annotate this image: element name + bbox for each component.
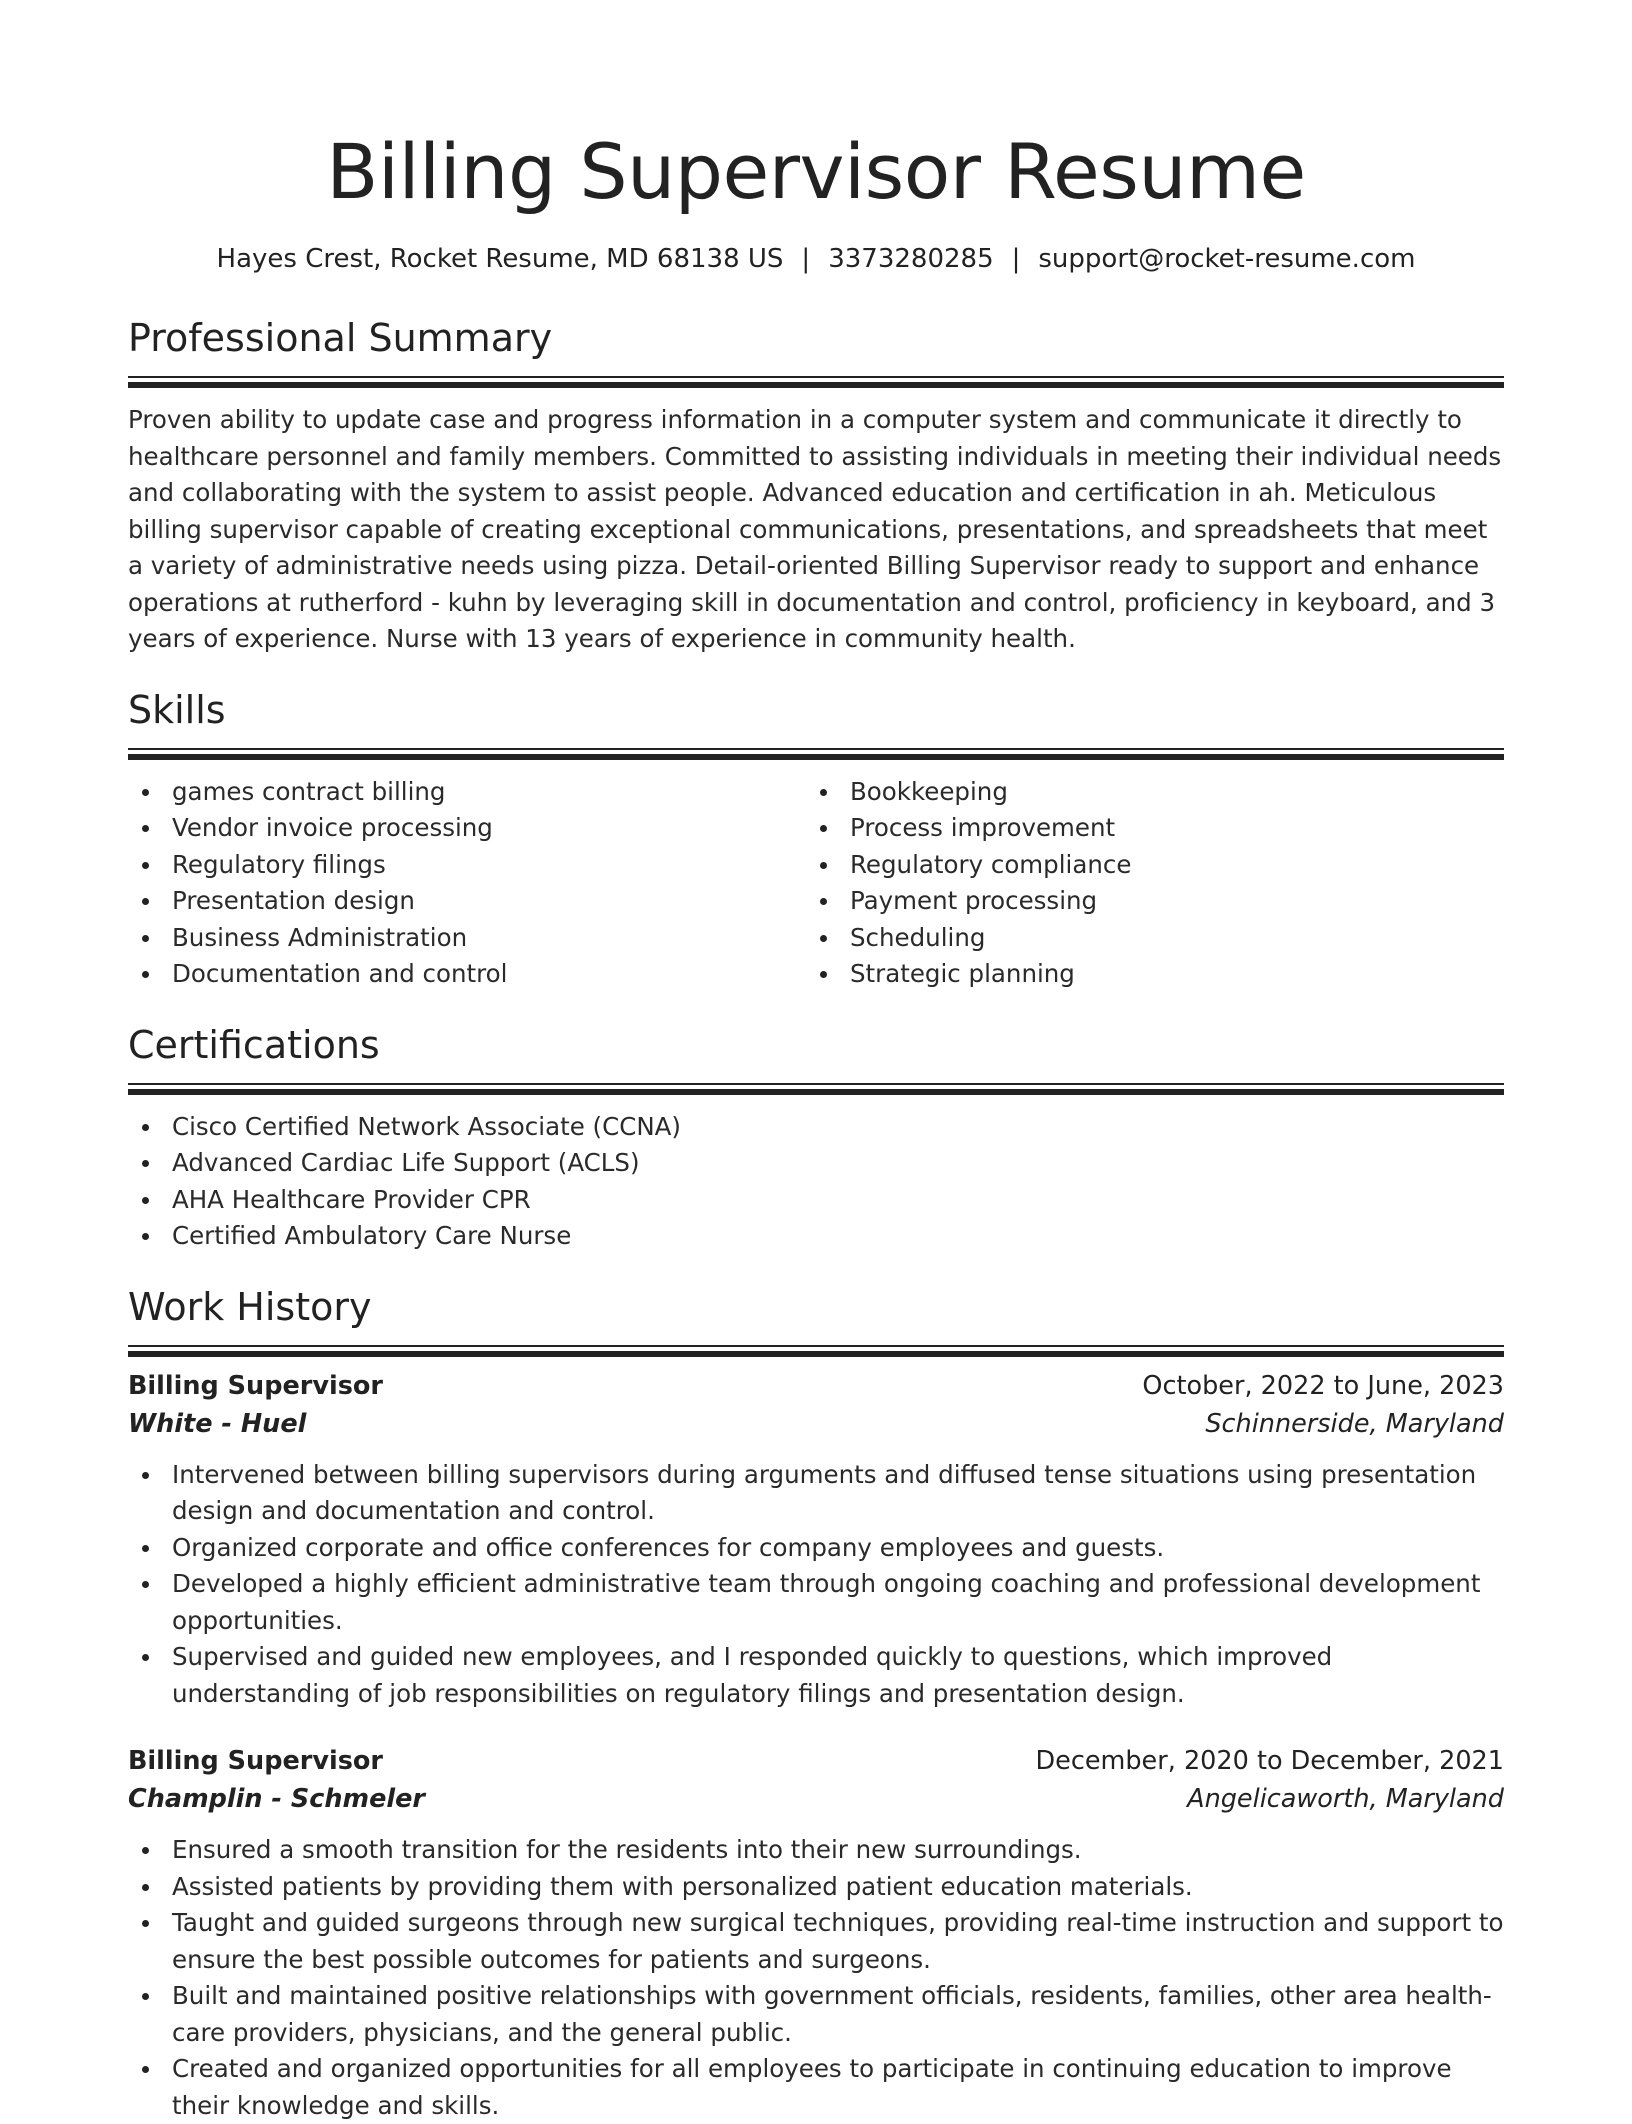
- summary-heading: Professional Summary: [128, 314, 1504, 362]
- job-bullet: Created and organized opportunities for all employees to participate in continuing education to improve their knowledge and skills.: [128, 2051, 1504, 2124]
- job-company-row: [128, 1405, 1504, 1443]
- certifications-heading: Certifications: [128, 1021, 1504, 1069]
- skills-list-right: [806, 774, 1484, 993]
- job-header-row: [128, 1742, 1504, 1780]
- job-bullet: Taught and guided surgeons through new surgical techniques, providing real-time instruction and support to ensure the best possible outcomes for patients and surgeons.: [128, 1905, 1504, 1978]
- job-bullet: Ensured a smooth transition for the residents into their new surroundings.: [128, 1832, 1504, 1869]
- job-bullet-list: [128, 1457, 1504, 1713]
- skills-list-left: [128, 774, 806, 993]
- certifications-section: [128, 1021, 1504, 1255]
- job-title: Billing Supervisor: [128, 1742, 383, 1780]
- job-company-row: [128, 1780, 1504, 1818]
- job-bullet-list: [128, 1832, 1504, 2124]
- contact-phone: 3373280285: [828, 244, 993, 274]
- job-location: Schinnerside, Maryland: [1205, 1405, 1504, 1443]
- certification-item: Certified Ambulatory Care Nurse: [128, 1218, 1504, 1255]
- section-divider: [128, 748, 1504, 760]
- certification-item: Advanced Cardiac Life Support (ACLS): [128, 1145, 1504, 1182]
- skills-section: [128, 686, 1504, 993]
- skill-item: Documentation and control: [128, 956, 806, 993]
- skills-columns: [128, 774, 1504, 993]
- job-title: Billing Supervisor: [128, 1367, 383, 1405]
- job-bullet: Supervised and guided new employees, and I responded quickly to questions, which improved understanding of job responsibilities on regulatory filings and presentation design.: [128, 1639, 1504, 1712]
- skill-item: Vendor invoice processing: [128, 810, 806, 847]
- job-company: Champlin - Schmeler: [128, 1780, 425, 1818]
- section-divider: [128, 1083, 1504, 1095]
- skill-item: Scheduling: [806, 920, 1484, 957]
- job-bullet: Built and maintained positive relationships with government officials, residents, families, other area health-care providers, physicians, and the general public.: [128, 1978, 1504, 2051]
- job-entry: [128, 1742, 1504, 2124]
- skill-item: Presentation design: [128, 883, 806, 920]
- skill-item: Regulatory compliance: [806, 847, 1484, 884]
- job-bullet: Intervened between billing supervisors during arguments and diffused tense situations using presentation design and documentation and control.: [128, 1457, 1504, 1530]
- job-bullet: Assisted patients by providing them with personalized patient education materials.: [128, 1869, 1504, 1906]
- job-header-row: [128, 1367, 1504, 1405]
- contact-line: [128, 242, 1504, 276]
- work-history-heading: Work History: [128, 1283, 1504, 1331]
- skill-item: Bookkeeping: [806, 774, 1484, 811]
- contact-address: Hayes Crest, Rocket Resume, MD 68138 US: [217, 244, 784, 274]
- contact-separator: |: [801, 244, 810, 274]
- certification-item: AHA Healthcare Provider CPR: [128, 1182, 1504, 1219]
- job-company: White - Huel: [128, 1405, 306, 1443]
- job-bullet: Organized corporate and office conferences for company employees and guests.: [128, 1530, 1504, 1567]
- skill-item: Business Administration: [128, 920, 806, 957]
- skill-item: Process improvement: [806, 810, 1484, 847]
- summary-section: [128, 314, 1504, 658]
- job-entry: [128, 1367, 1504, 1713]
- skills-heading: Skills: [128, 686, 1504, 734]
- job-dates: October, 2022 to June, 2023: [1142, 1367, 1504, 1405]
- skill-item: games contract billing: [128, 774, 806, 811]
- job-dates: December, 2020 to December, 2021: [1036, 1742, 1505, 1780]
- summary-text: Proven ability to update case and progress information in a computer system and communicate it directly to healthcare personnel and family members. Committed to assisting individuals in meeting their individual needs and collaborating with the system to assist people. Advanced education and certification in ah. Meticulous billing supervisor capable of creating exceptional communications, presentations, and spreadsheets that meet a variety of administrative needs using pizza. Detail-oriented Billing Supervisor ready to support and enhance operations at rutherford - kuhn by leveraging skill in documentation and control, proficiency in keyboard, and 3 years of experience. Nurse with 13 years of experience in community health.: [128, 402, 1504, 658]
- resume-title: Billing Supervisor Resume: [128, 124, 1504, 220]
- skill-item: Payment processing: [806, 883, 1484, 920]
- resume-page: [128, 0, 1504, 2112]
- job-bullet: Developed a highly efficient administrative team through ongoing coaching and professional development opportunities.: [128, 1566, 1504, 1639]
- certifications-list: [128, 1109, 1504, 1255]
- section-divider: [128, 376, 1504, 388]
- work-history-section: [128, 1283, 1504, 2124]
- contact-separator: |: [1012, 244, 1021, 274]
- skill-item: Regulatory filings: [128, 847, 806, 884]
- contact-email: support@rocket-resume.com: [1038, 244, 1415, 274]
- job-location: Angelicaworth, Maryland: [1187, 1780, 1504, 1818]
- certification-item: Cisco Certified Network Associate (CCNA): [128, 1109, 1504, 1146]
- section-divider: [128, 1345, 1504, 1357]
- skill-item: Strategic planning: [806, 956, 1484, 993]
